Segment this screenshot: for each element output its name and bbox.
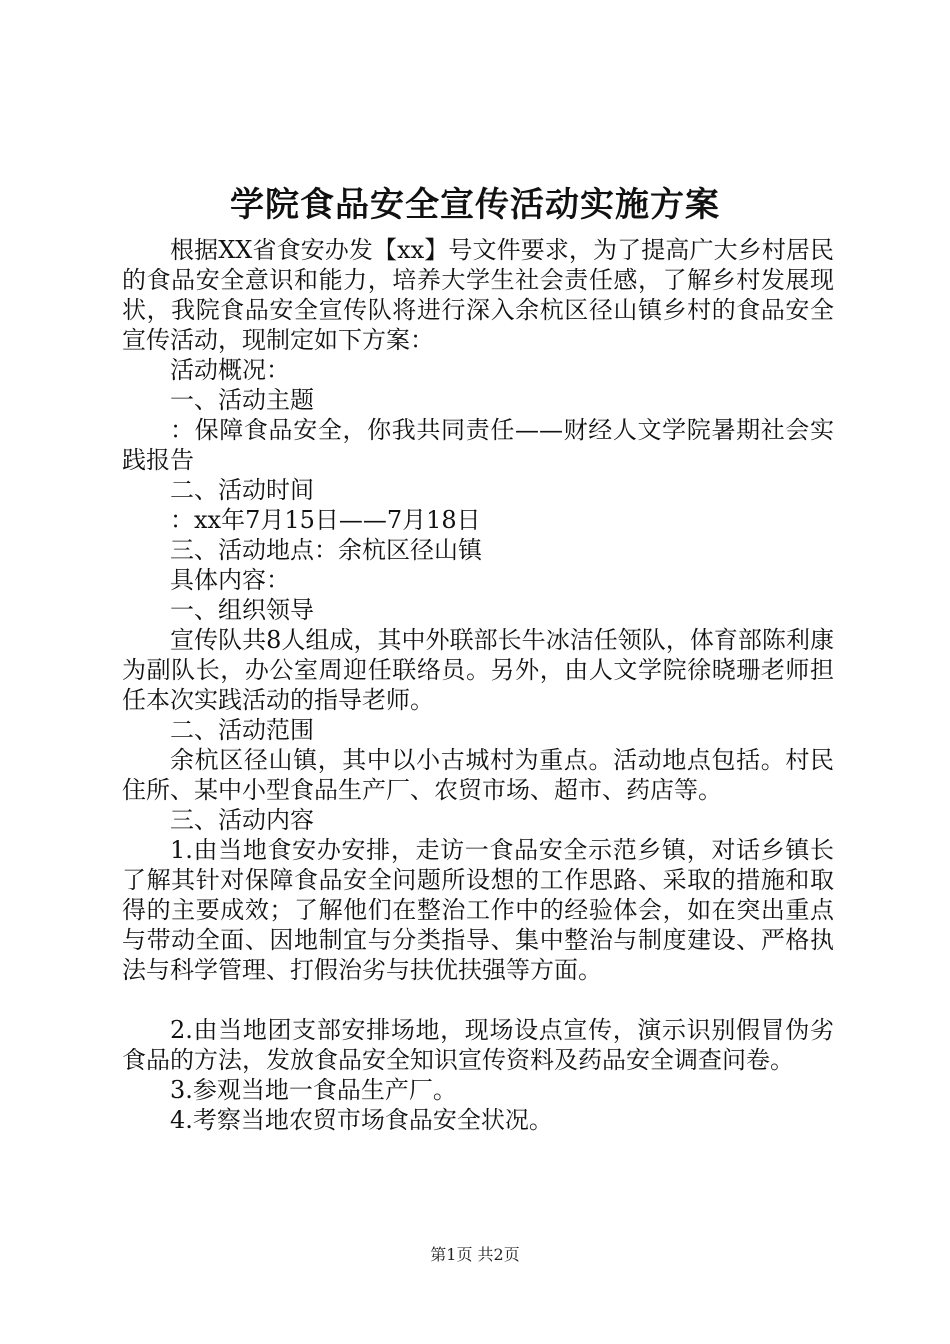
paragraph-content-heading: 三、活动内容 (170, 806, 314, 834)
paragraph-details-heading: 具体内容： (170, 566, 290, 594)
paragraph-time-heading: 二、活动时间 (170, 476, 314, 504)
document-title: 学院食品安全宣传活动实施方案 (230, 185, 720, 225)
paragraph-theme-heading: 一、活动主题 (170, 386, 314, 414)
paragraph-item-4: 4.考察当地农贸市场食品安全状况。 (170, 1106, 553, 1134)
paragraph-leadership-heading: 一、组织领导 (170, 596, 314, 624)
paragraph-item-1: 1.由当地食安办安排，走访一食品安全示范乡镇，对话乡镇长了解其针对保障食品安全问题所设想的工作思路、采取的措施和取得的主要成效；了解他们在整治工作中的经验体会，如在突出重点与带动全面、因地制宜与分类指导、集中整治与制度建设、严格执法与科学管理、打假治劣与扶优扶强等方面。 (122, 836, 834, 984)
paragraph-location: 三、活动地点：余杭区径山镇 (170, 536, 482, 564)
paragraph-item-2: 2.由当地团支部安排场地，现场设点宣传，演示识别假冒伪劣食品的方法，发放食品安全知识宣传资料及药品安全调查问卷。 (122, 1016, 834, 1074)
paragraph-scope: 余杭区径山镇，其中以小古城村为重点。活动地点包括。村民住所、某中小型食品生产厂、农贸市场、超市、药店等。 (122, 746, 834, 804)
document-body (122, 235, 834, 1135)
paragraph-time: ：xx年7月15日——7月18日 (170, 506, 481, 534)
page-number-footer: 第1页 共2页 (430, 1245, 520, 1264)
paragraph-scope-heading: 二、活动范围 (170, 716, 314, 744)
paragraph-overview-heading: 活动概况： (170, 356, 290, 384)
paragraph-item-3: 3.参观当地一食品生产厂。 (170, 1076, 457, 1104)
paragraph-intro: 根据XX省食安办发【xx】号文件要求，为了提高广大乡村居民的食品安全意识和能力，培养大学生社会责任感，了解乡村发展现状，我院食品安全宣传队将进行深入余杭区径山镇乡村的食品安全宣传活动，现制定如下方案： (122, 236, 834, 354)
paragraph-leadership: 宣传队共8人组成，其中外联部长牛冰洁任领队，体育部陈利康为副队长，办公室周迎任联络员。另外，由人文学院徐晓珊老师担任本次实践活动的指导老师。 (122, 626, 834, 714)
paragraph-theme: ：保障食品安全，你我共同责任——财经人文学院暑期社会实践报告 (122, 416, 834, 474)
